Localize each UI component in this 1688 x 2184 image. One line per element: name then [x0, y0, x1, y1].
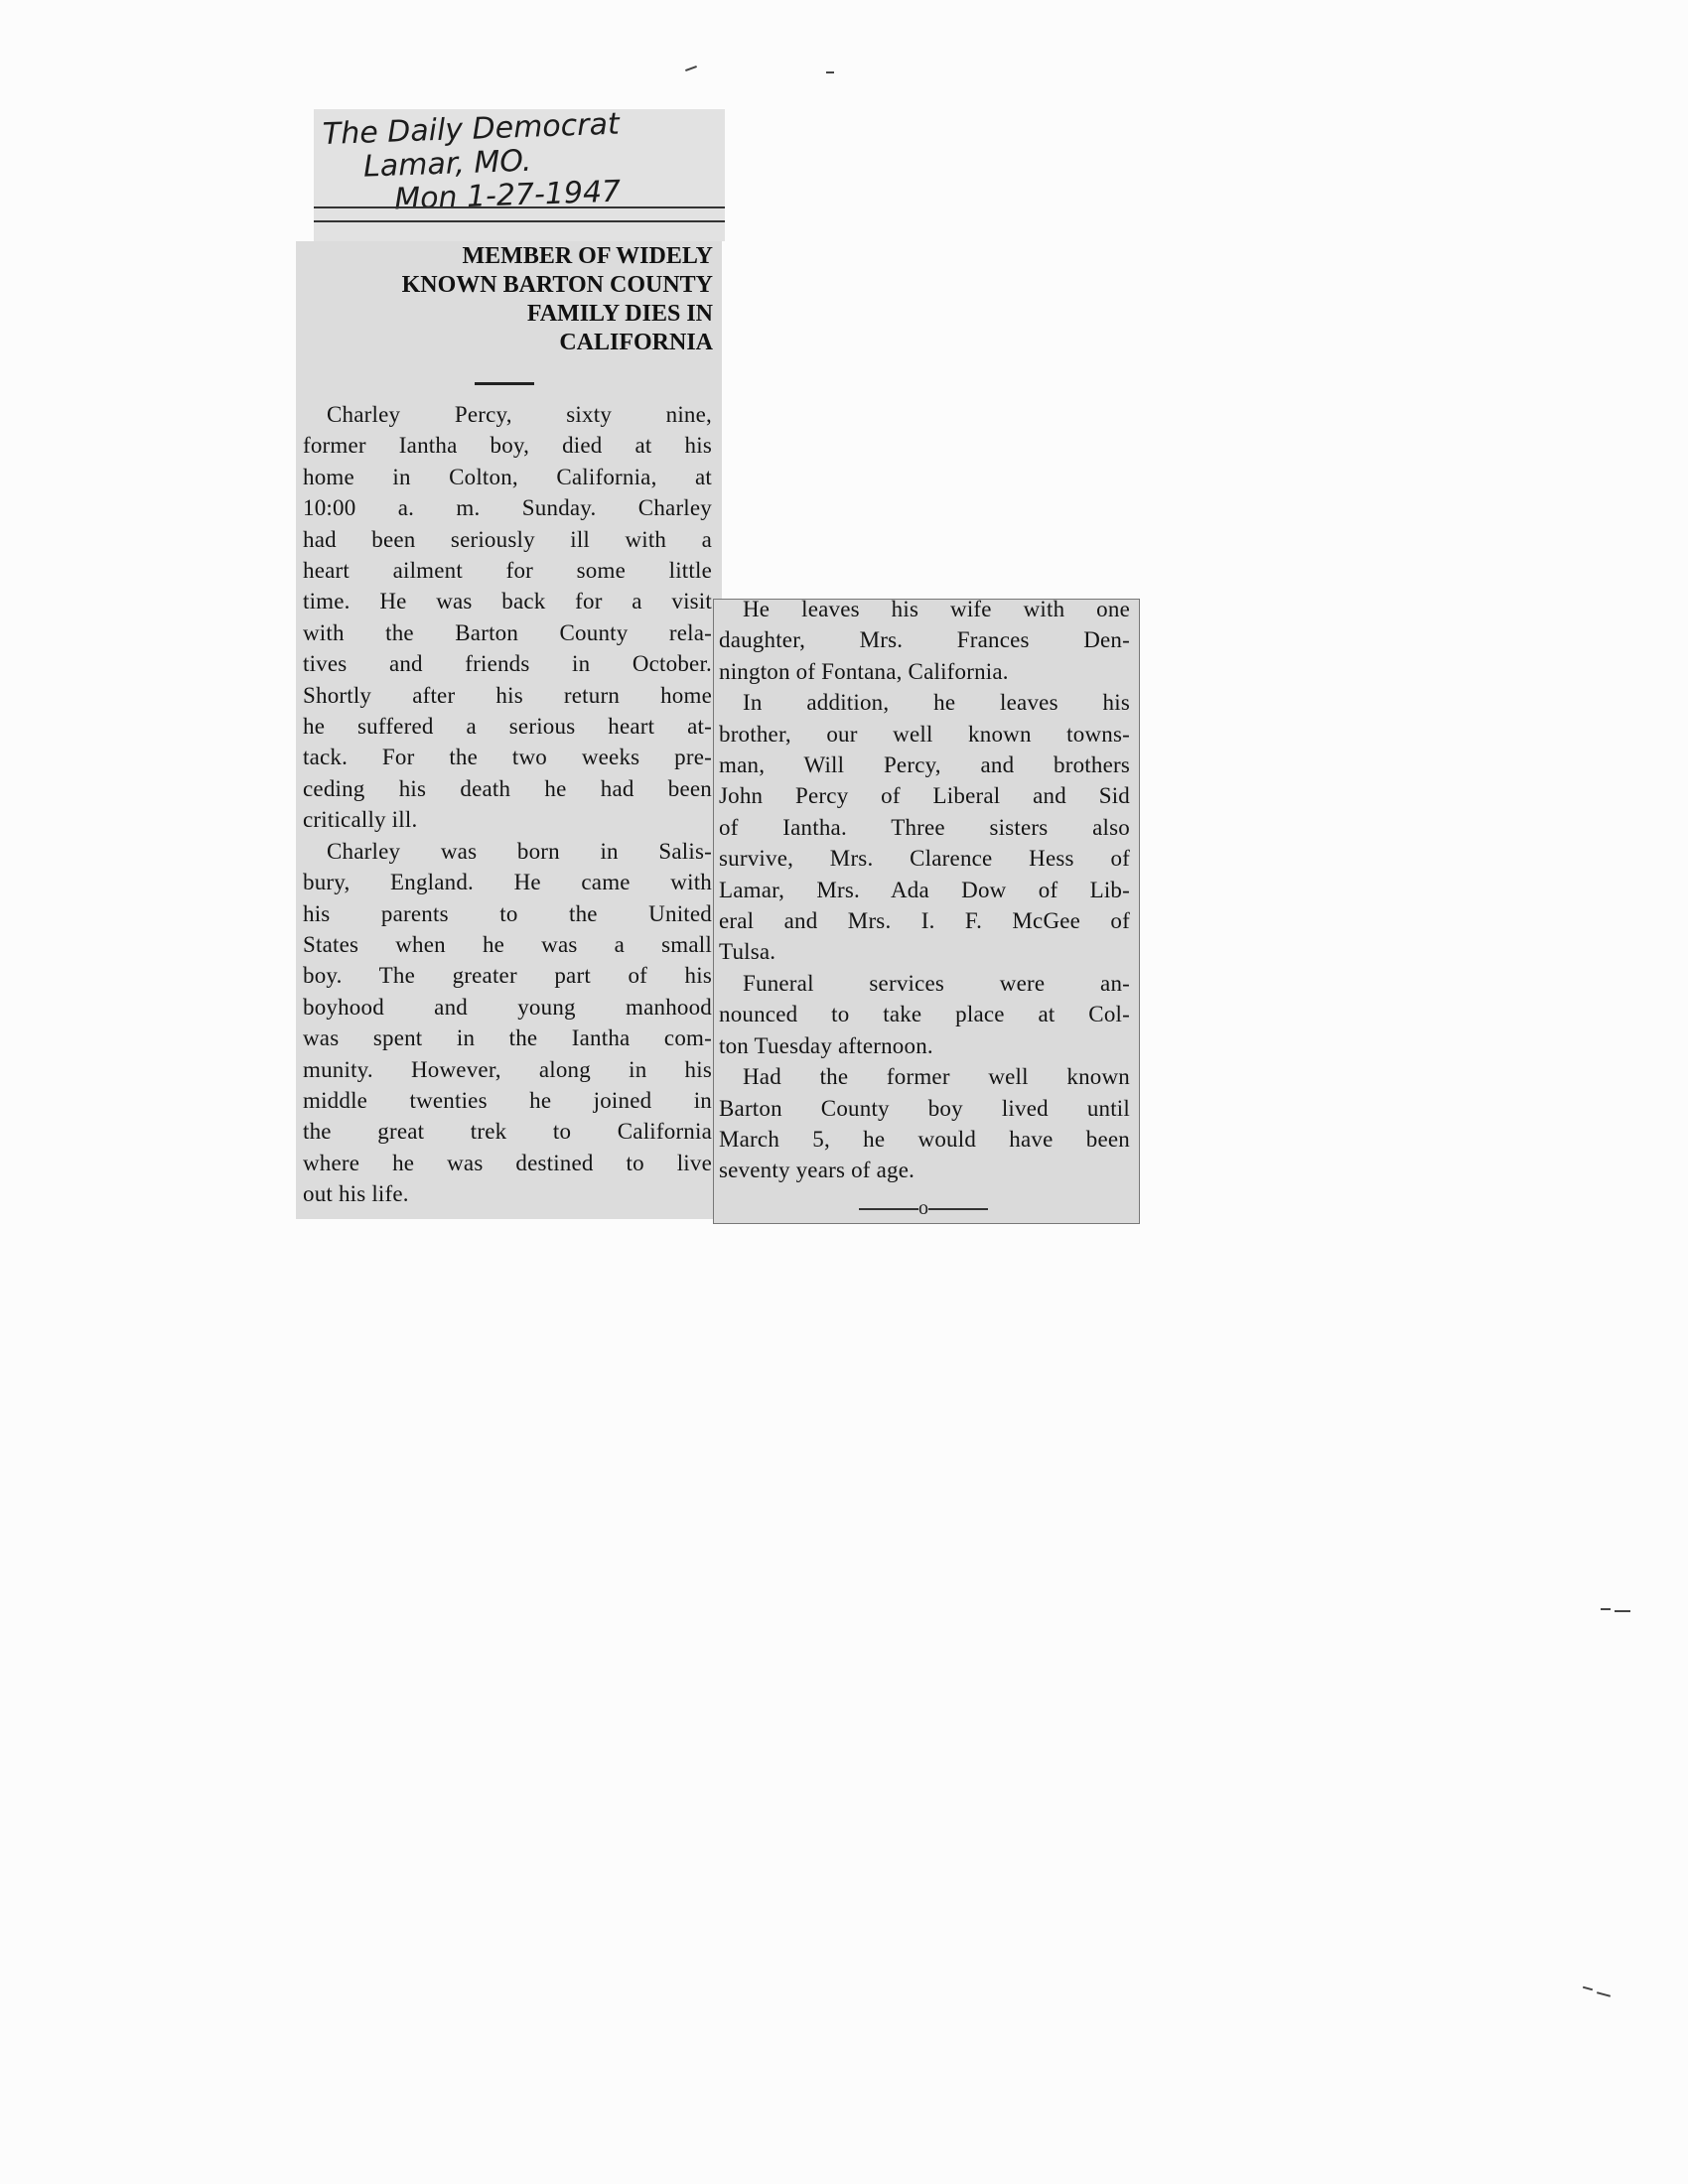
body-line: middle twenties he joined in [303, 1087, 712, 1113]
end-dash [859, 1208, 918, 1210]
body-line: Tulsa. [719, 939, 776, 965]
article-body-right [719, 594, 1130, 1186]
body-line: former Iantha boy, died at his [303, 433, 712, 459]
body-line: bury, England. He came with [303, 870, 712, 895]
body-line: out his life. [303, 1181, 409, 1207]
end-mark-glyph: o [918, 1197, 928, 1219]
body-line: tives and friends in October. [303, 651, 712, 677]
body-line: Barton County boy lived until [719, 1095, 1130, 1121]
handwritten-line: Lamar, MO. [362, 143, 532, 185]
body-line: boyhood and young manhood [303, 994, 712, 1020]
body-line: nounced to take place at Col- [719, 1002, 1130, 1027]
body-line: ton Tuesday afternoon. [719, 1032, 933, 1058]
scan-speck [826, 71, 834, 73]
body-line: survive, Mrs. Clarence Hess of [719, 846, 1130, 872]
body-line: daughter, Mrs. Frances Den- [719, 627, 1130, 653]
headline-line: FAMILY DIES IN [526, 301, 713, 327]
headline-line: MEMBER OF WIDELY [462, 243, 713, 269]
body-line: nington of Fontana, California. [719, 658, 1009, 684]
body-line: boy. The greater part of his [303, 963, 712, 989]
handwritten-line: Mon 1-27-1947 [393, 174, 622, 217]
body-line: Charley Percy, sixty nine, [327, 402, 712, 427]
body-line: time. He was back for a visit [303, 589, 712, 614]
scan-speck [1615, 1610, 1630, 1612]
body-line: seventy years of age. [719, 1158, 915, 1183]
headline-line: CALIFORNIA [559, 330, 713, 355]
body-line: States when he was a small [303, 931, 712, 957]
body-line: his parents to the United [303, 900, 712, 926]
scan-speck [1601, 1608, 1611, 1610]
article-end-mark [859, 1197, 988, 1220]
body-line: heart ailment for some little [303, 558, 712, 584]
body-line: March 5, he would have been [719, 1126, 1130, 1152]
body-line: man, Will Percy, and brothers [719, 752, 1130, 778]
body-line: Funeral services were an- [743, 970, 1130, 996]
body-line: In addition, he leaves his [743, 690, 1130, 716]
header-rule [314, 206, 725, 208]
body-line: munity. However, along in his [303, 1056, 712, 1082]
body-line: the great trek to California [303, 1119, 712, 1145]
body-line: was spent in the Iantha com- [303, 1025, 712, 1051]
body-line: eral and Mrs. I. F. McGee of [719, 908, 1130, 934]
body-line: ceding his death he had been [303, 775, 712, 801]
article-headline [316, 242, 713, 357]
body-line: of Iantha. Three sisters also [719, 814, 1130, 840]
body-line: home in Colton, California, at [303, 464, 712, 489]
body-line: He leaves his wife with one [743, 597, 1130, 621]
body-line: 10:00 a. m. Sunday. Charley [303, 495, 712, 521]
body-line: Charley was born in Salis- [327, 838, 712, 864]
body-line: he suffered a serious heart at- [303, 714, 712, 740]
headline-divider [475, 382, 534, 385]
article-body-left [303, 399, 712, 1210]
body-line: where he was destined to live [303, 1150, 712, 1175]
end-dash [928, 1208, 988, 1210]
body-line: Lamar, Mrs. Ada Dow of Lib- [719, 877, 1130, 902]
body-line: Shortly after his return home [303, 682, 712, 708]
handwritten-source-note [322, 104, 722, 219]
header-rule [314, 220, 725, 222]
body-line: John Percy of Liberal and Sid [719, 783, 1130, 809]
body-line: with the Barton County rela- [303, 619, 712, 645]
headline-line: KNOWN BARTON COUNTY [401, 272, 713, 298]
body-line: brother, our well known towns- [719, 721, 1130, 747]
body-line: tack. For the two weeks pre- [303, 745, 712, 770]
body-line: Had the former well known [743, 1064, 1130, 1090]
body-line: had been seriously ill with a [303, 526, 712, 552]
handwritten-line: The Daily Democrat [322, 106, 621, 152]
body-line: critically ill. [303, 807, 418, 833]
